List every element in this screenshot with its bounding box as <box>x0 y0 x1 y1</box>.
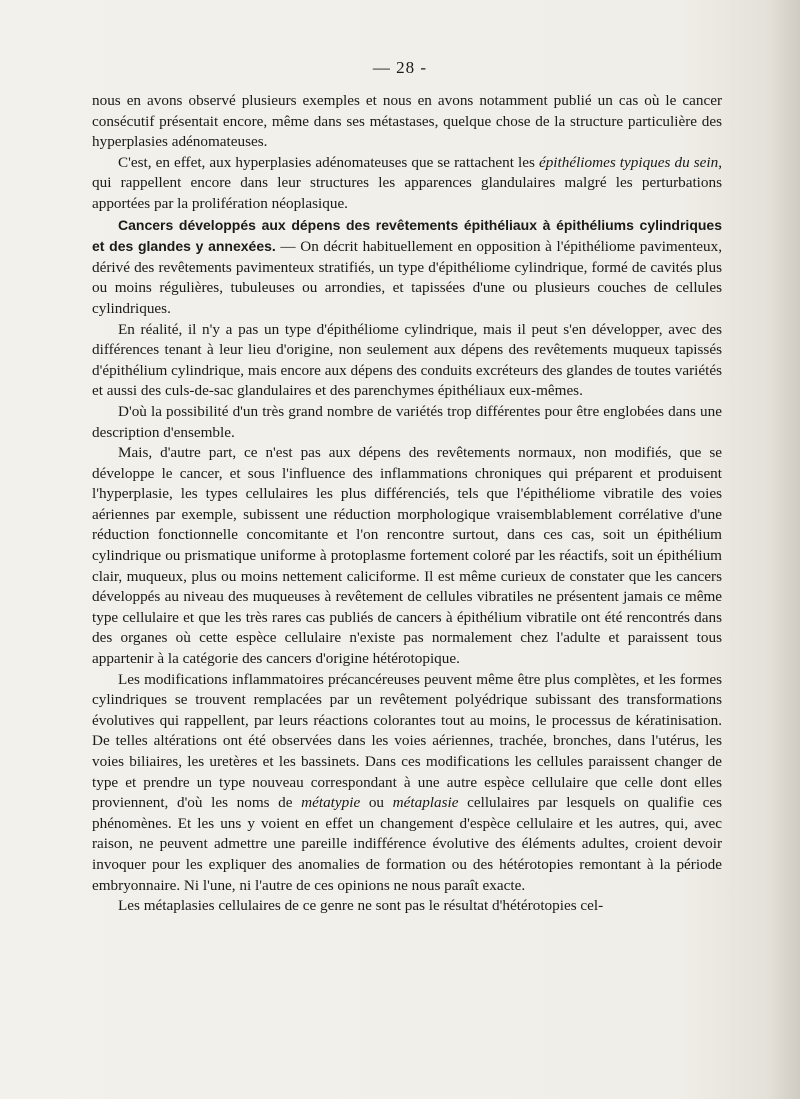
text-run: C'est, en effet, aux hyperplasies adénomateuses que se rattachent les <box>118 153 539 171</box>
paragraph <box>92 443 722 670</box>
paragraph <box>92 153 722 215</box>
text-run: — On décrit habituellement en opposition à l'épithéliome pavimenteux, dérivé des revêtements pavimenteux stratifiés, un type d'épithéliome cylindrique, formé de cavités plus ou moins régulières, tubuleuses ou arrondies, et tapissées d'une ou plusieurs couches de cellules cylindriques. <box>92 238 723 317</box>
text-run: Mais, d'autre part, ce n'est pas aux dépens des revêtements normaux, non modifiés, que se développe le cancer, et sous l'influence des inflammations chroniques qui préparent et produisent l'hyperplasie, les types cellulaires les plus différenciés, tels que l'épithéliome vibratile des voies aériennes par exemple, subissent une réduction morphologique vraisemblablement corrélative d'une réduction fonctionnelle concomitante et l'on rencontre surtout, dans ces cas, soit un épithélium cylindrique ou prismatique uniforme à protoplasme fortement coloré par les réactifs, soit un épithélium clair, muqueux, plus ou moins nettement caliciforme. Il est même curieux de constater que les cancers développés au niveau des muqueuses à revêtement de cellules vibratiles ne présentent jamais ce même type cellulaire et que les très rares cas publiés de cancers à épithélium vibratile ont été rencontrés dans des organes où cette espèce cellulaire n'existe pas normalement chez l'adulte et paraissent tous appartenir à la catégorie des cancers d'origine hétérotopique. <box>92 444 722 668</box>
italic-term: métatypie <box>301 794 361 812</box>
paragraph <box>92 402 722 443</box>
section-heading: Cancers développés aux dépens des revêtements épithéliaux à épithéliums cylindriques et des glandes y annexées. <box>92 216 722 255</box>
text-run: Les métaplasies cellulaires de ce genre ne sont pas le résultat d'hétérotopies cel- <box>118 897 604 915</box>
text-run: , qui rappellent encore dans leur structures les apparences glandulaires malgré les perturbations apportées par la prolifération néoplasique. <box>92 153 722 212</box>
body-text <box>92 91 722 917</box>
paragraph <box>92 320 722 402</box>
text-run: ou <box>360 794 393 812</box>
paragraph <box>92 215 722 320</box>
paragraph <box>92 670 722 897</box>
text-run: D'où la possibilité d'un très grand nombre de variétés trop différentes pour être englobées dans une description d'ensemble. <box>92 402 722 441</box>
paragraph <box>92 896 722 917</box>
italic-term: métaplasie <box>392 794 459 812</box>
paragraph <box>92 91 722 153</box>
italic-term: épithéliomes typiques du sein <box>538 153 719 171</box>
page-number: — 28 - <box>372 58 428 77</box>
text-run: En réalité, il n'y a pas un type d'épithéliome cylindrique, mais il peut s'en développer, avec des différences tenant à leur lieu d'origine, non seulement aux dépens des revêtements muqueux tapissés d'épithélium cylindrique, mais encore aux dépens des conduits excréteurs des glandes de toutes variétés et aussi des culs-de-sac glandulaires et des parenchymes épithéliaux eux-mêmes. <box>92 320 722 400</box>
text-run: nous en avons observé plusieurs exemples et nous en avons notamment publié un cas où le cancer consécutif présentait encore, même dans ses métastases, quelque chose de la structure particulière des hyperplasies adénomateuses. <box>92 92 722 151</box>
text-run: cellulaires par lesquels on qualifie ces phénomènes. Et les uns y voient en effet un changement d'espèce cellulaire et les autres, qui, avec raison, ne peuvent admettre une pareille indifférence évolutive des éléments adultes, croient devoir invoquer pour les expliquer des anomalies de formation ou des hétérotopies remontant à la période embryonnaire. Ni l'une, ni l'autre de ces opinions ne nous paraît exacte. <box>92 794 722 894</box>
text-run: Les modifications inflammatoires précancéreuses peuvent même être plus complètes, et les formes cylindriques se trouvent remplacées par un revêtement polyédrique subissant des transformations évolutives qui rappellent, par leurs réactions colorantes tout au moins, le processus de kératinisation. De telles altérations ont été observées dans les voies aériennes, trachée, bronches, dans l'utérus, les voies biliaires, les uretères et les bassinets. Dans ces modifications les cellules paraissent changer de type et prendre un type nouveau correspondant à une autre espèce cellulaire que celle dont elles proviennent, d'où les noms de <box>92 670 722 812</box>
